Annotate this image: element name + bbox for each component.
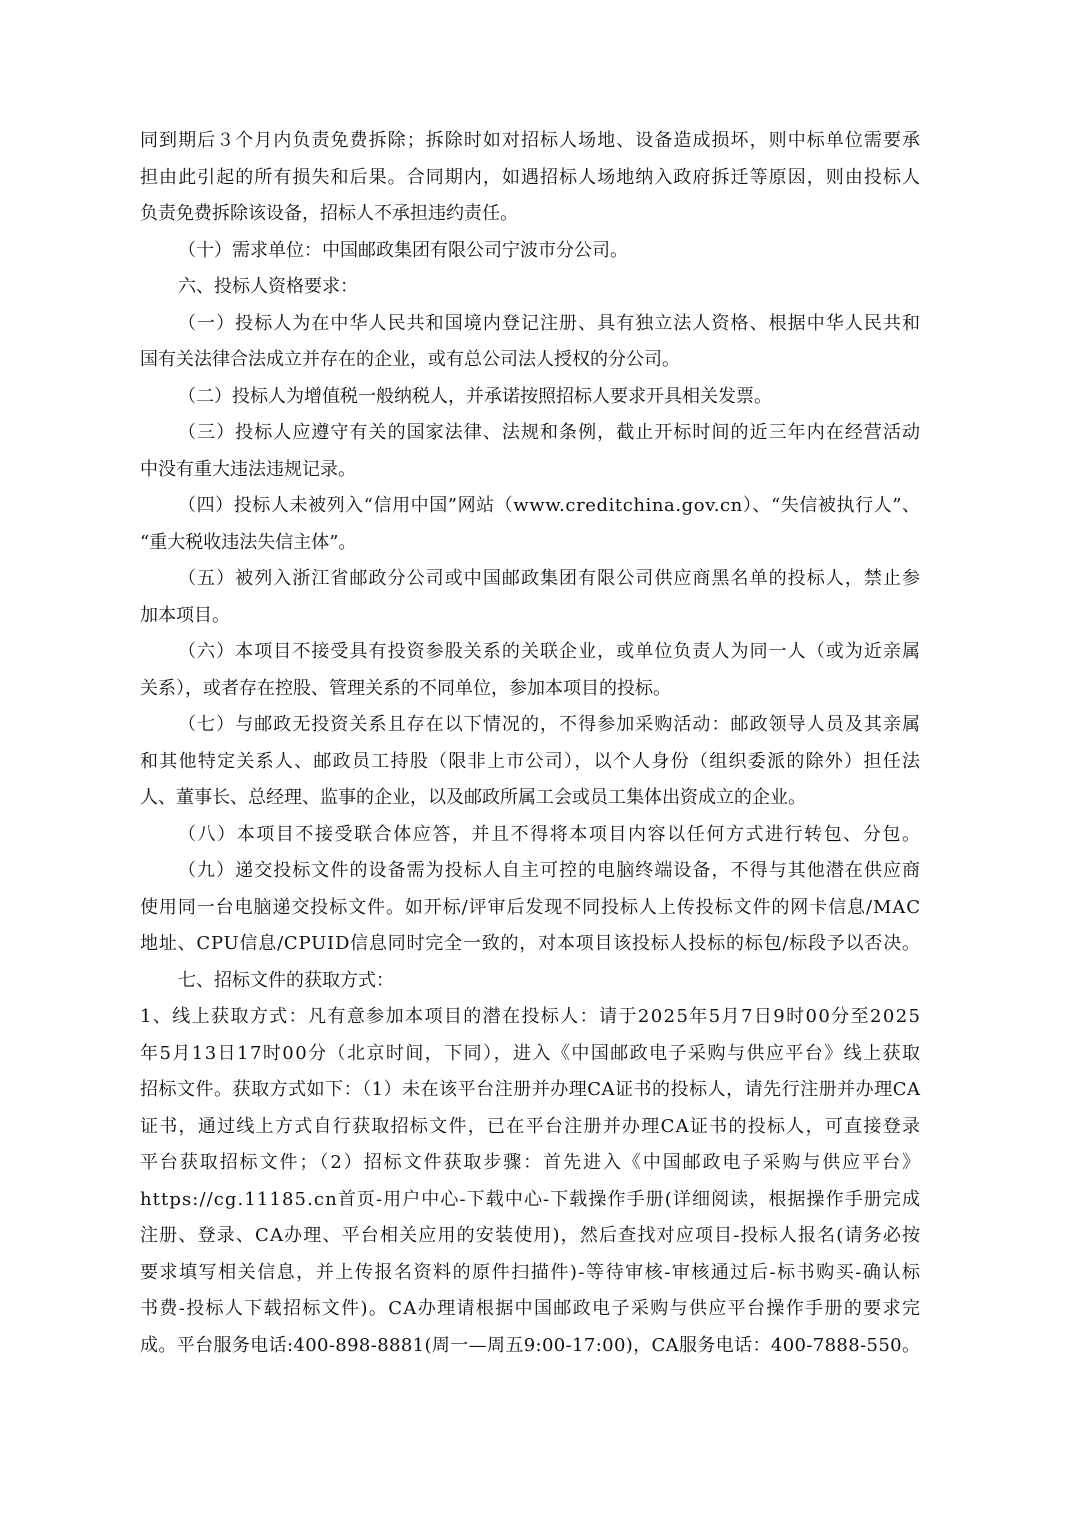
text-line: https://cg.11185.cn首页-用户中心-下载中心-下载操作手册(详细阅读，根据操作手册完成 [140, 1188, 922, 1210]
text-line: （六）本项目不接受具有投资参股关系的关联企业，或单位负责人为同一人（或为近亲属 [178, 641, 922, 662]
text-line: 担由此引起的所有损失和后果。合同期内，如遇招标人场地纳入政府拆迁等原因，则由投标人 [140, 166, 922, 188]
text-line: （十）需求单位：中国邮政集团有限公司宁波市分公司。 [178, 239, 628, 261]
text-line: 中没有重大违法违规记录。 [140, 458, 356, 480]
text-line: （一）投标人为在中华人民共和国境内登记注册、具有独立法人资格、根据中华人民共和 [178, 312, 922, 334]
text-line: 人、董事长、总经理、监事的企业，以及邮政所属工会或员工集体出资成立的企业。 [140, 787, 806, 808]
text-line: （七）与邮政无投资关系且存在以下情况的，不得参加采购活动：邮政领导人员及其亲属 [178, 714, 922, 735]
text-line: 国有关法律合法成立并存在的企业，或有总公司法人授权的分公司。 [140, 349, 680, 370]
text-line: 同到期后３个月内负责免费拆除；拆除时如对招标人场地、设备造成损坏，则中标单位需要承 [140, 130, 922, 151]
text-line: 使用同一台电脑递交投标文件。如开标/评审后发现不同投标人上传投标文件的网卡信息/MAC [140, 896, 921, 918]
text-line: 成。平台服务电话:400-898-8881(周一—周五9:00-17:00)，CA服务电话：400-7888-550。 [140, 1334, 921, 1356]
text-line: 要求填写相关信息，并上传报名资料的原件扫描件)-等待审核-审核通过后-标书购买-确认标 [140, 1261, 922, 1283]
text-line: “重大税收违法失信主体”。 [140, 531, 357, 553]
text-line: 注册、登录、CA办理、平台相关应用的安装使用)，然后查找对应项目-投标人报名(请务必按 [140, 1225, 922, 1246]
text-line: 六、投标人资格要求： [178, 276, 358, 297]
text-line: 关系），或者存在控股、管理关系的不同单位，参加本项目的投标。 [140, 677, 671, 699]
text-line: 1、线上获取方式：凡有意参加本项目的潜在投标人：请于2025年5月7日9时00分至2025 [140, 1006, 922, 1027]
text-line: 证书，通过线上方式自行获取招标文件，已在平台注册并办理CA证书的投标人，可直接登录 [140, 1115, 922, 1137]
text-line: （五）被列入浙江省邮政分公司或中国邮政集团有限公司供应商黑名单的投标人，禁止参 [178, 568, 922, 589]
text-line: （二）投标人为增值税一般纳税人，并承诺按照招标人要求开具相关发票。 [178, 385, 772, 407]
text-line: 年5月13日17时00分（北京时间，下同），进入《中国邮政电子采购与供应平台》线上获取 [140, 1042, 922, 1064]
text-line: 和其他特定关系人、邮政员工持股（限非上市公司），以个人身份（组织委派的除外）担任法 [140, 750, 922, 772]
text-line: （三）投标人应遵守有关的国家法律、法规和条例，截止开标时间的近三年内在经营活动 [178, 422, 922, 443]
text-line: （八）本项目不接受联合体应答，并且不得将本项目内容以任何方式进行转包、分包。 [178, 823, 922, 845]
text-line: （九）递交投标文件的设备需为投标人自主可控的电脑终端设备，不得与其他潜在供应商 [178, 860, 922, 881]
text-line: 招标文件。获取方式如下：（1）未在该平台注册并办理CA证书的投标人，请先行注册并办理CA [140, 1079, 921, 1100]
text-line: 书费-投标人下载招标文件)。CA办理请根据中国邮政电子采购与供应平台操作手册的要求完 [140, 1298, 922, 1319]
text-line: 平台获取招标文件；（2）招标文件获取步骤：首先进入《中国邮政电子采购与供应平台》 [140, 1152, 922, 1173]
text-line: 加本项目。 [140, 604, 230, 626]
text-line: （四）投标人未被列入“信用中国”网站（www.creditchina.gov.cn）、“失信被执行人”、 [178, 495, 921, 516]
text-line: 负责免费拆除该设备，招标人不承担违约责任。 [140, 203, 518, 224]
text-line: 地址、CPU信息/CPUID信息同时完全一致的，对本项目该投标人投标的标包/标段予以否决。 [140, 933, 921, 954]
text-line: 七、招标文件的获取方式： [178, 969, 394, 991]
document-body [140, 123, 920, 1364]
